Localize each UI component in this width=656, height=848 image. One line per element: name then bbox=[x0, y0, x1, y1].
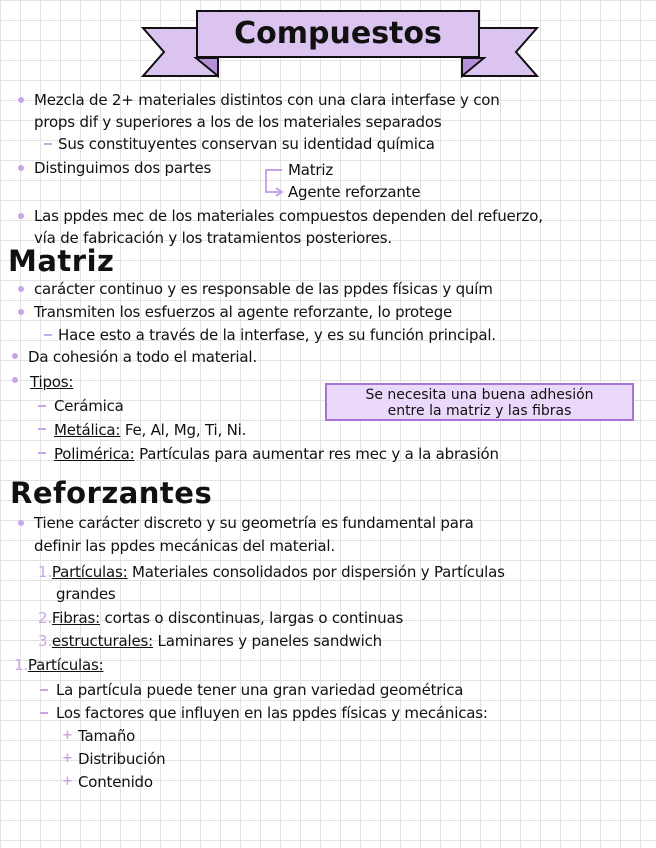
intro-line-4: vía de fabricación y los tratamientos posteriores. bbox=[34, 229, 392, 247]
bullet-dash-icon bbox=[44, 143, 52, 145]
reforzantes-item-1-line-1: Tiene carácter discreto y su geometría es fundamental para bbox=[34, 514, 474, 532]
tipo-polimerica-text: Partículas para aumentar res mec y a la abrasión bbox=[134, 445, 499, 463]
type-number: 3. bbox=[38, 632, 52, 650]
tipo-metalica-label: Metálica: bbox=[54, 421, 121, 439]
bullet-dash-icon bbox=[38, 452, 46, 454]
section-number: 1. bbox=[14, 656, 28, 674]
bullet-dash-icon bbox=[44, 334, 52, 336]
bullet-plus-icon: + bbox=[62, 774, 73, 789]
bullet-dash-icon bbox=[40, 689, 48, 691]
callout-line-1: Se necesita una buena adhesión bbox=[365, 387, 594, 403]
intro-sub-1: Sus constituyentes conservan su identidad química bbox=[58, 135, 435, 153]
matriz-item-2: Transmiten los esfuerzos al agente reforzante, lo protege bbox=[34, 303, 453, 321]
tipo-metalica bbox=[54, 420, 246, 440]
bullet-dot-icon bbox=[18, 520, 24, 526]
bullet-dot-icon bbox=[18, 286, 24, 292]
tipo-metalica-text: Fe, Al, Mg, Ti, Ni. bbox=[120, 421, 247, 439]
tipos-label: Tipos: bbox=[30, 373, 74, 391]
bullet-dash-icon bbox=[38, 428, 46, 430]
bullet-dot-icon bbox=[18, 309, 24, 315]
tipo-polimerica-label: Polimérica: bbox=[54, 445, 135, 463]
type-number: 2. bbox=[38, 609, 52, 627]
bullet-dot-icon bbox=[12, 377, 18, 383]
bullet-dot-icon bbox=[18, 213, 24, 219]
matriz-item-3: Da cohesión a todo el material. bbox=[28, 348, 257, 366]
factor-distribucion: Distribución bbox=[78, 750, 166, 768]
type-particulas-text-2: grandes bbox=[56, 585, 116, 603]
particulas-sub-2: Los factores que influyen en las ppdes físicas y mecánicas: bbox=[56, 704, 488, 722]
bullet-dash-icon bbox=[40, 712, 48, 714]
factor-tamano: Tamaño bbox=[78, 727, 136, 745]
type-fibras bbox=[38, 608, 403, 628]
reforzantes-item-1-line-2: definir las ppdes mecánicas del material. bbox=[34, 537, 335, 555]
factor-contenido: Contenido bbox=[78, 773, 153, 791]
type-fibras-label: Fibras: bbox=[51, 609, 100, 627]
type-particulas-label: Partículas: bbox=[51, 563, 128, 581]
type-estructurales-text: Laminares y paneles sandwich bbox=[152, 632, 382, 650]
tipo-polimerica bbox=[54, 444, 499, 464]
intro-line-3: Las ppdes mec de los materiales compuestos dependen del refuerzo, bbox=[34, 207, 543, 225]
bracket-arrow-icon bbox=[258, 164, 288, 198]
intro-line-1: Mezcla de 2+ materiales distintos con una clara interfase y con bbox=[34, 91, 500, 109]
type-estructurales-label: estructurales: bbox=[51, 632, 153, 650]
intro-line-2: props dif y superiores a los de los materiales separados bbox=[34, 113, 442, 131]
type-estructurales bbox=[38, 631, 382, 651]
type-number: 1. bbox=[38, 563, 52, 581]
type-particulas bbox=[38, 562, 505, 582]
bullet-dot-icon bbox=[18, 97, 24, 103]
part-agent: Agente reforzante bbox=[288, 183, 421, 201]
heading-matriz: Matriz bbox=[8, 244, 115, 278]
particulas-section-label: Partículas: bbox=[27, 656, 104, 674]
type-fibras-text: cortas o discontinuas, largas o continuas bbox=[99, 609, 404, 627]
part-matrix: Matriz bbox=[288, 161, 334, 179]
matriz-item-2-sub: Hace esto a través de la interfase, y es su función principal. bbox=[58, 326, 496, 344]
bullet-dot-icon bbox=[12, 353, 18, 359]
bullet-plus-icon: + bbox=[62, 728, 73, 743]
bullet-plus-icon: + bbox=[62, 751, 73, 766]
type-particulas-text: Materiales consolidados por dispersión y Partículas bbox=[127, 563, 505, 581]
callout-line-2: entre la matriz y las fibras bbox=[387, 403, 572, 419]
heading-reforzantes: Reforzantes bbox=[10, 476, 213, 510]
adhesion-callout bbox=[325, 383, 634, 421]
parts-label: Distinguimos dos partes bbox=[34, 159, 212, 177]
particulas-sub-1: La partícula puede tener una gran variedad geométrica bbox=[56, 681, 464, 699]
tipo-ceramica: Cerámica bbox=[54, 397, 124, 415]
bullet-dot-icon bbox=[18, 165, 24, 171]
matriz-item-1: carácter continuo y es responsable de las ppdes físicas y quím bbox=[34, 280, 493, 298]
particulas-section-title bbox=[14, 655, 103, 675]
page-title: Compuestos bbox=[196, 10, 480, 58]
bullet-dash-icon bbox=[38, 405, 46, 407]
